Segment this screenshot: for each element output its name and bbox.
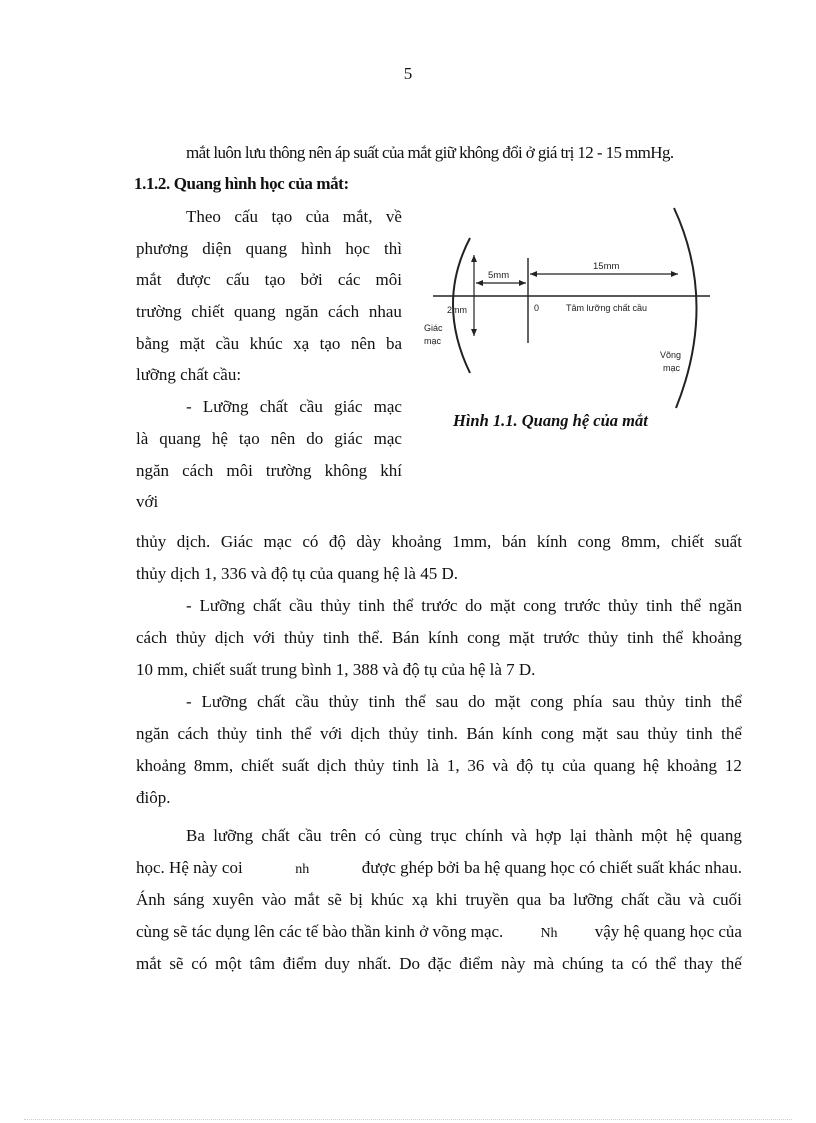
word: tâm bbox=[249, 954, 275, 973]
word: mặt bbox=[489, 596, 516, 615]
word: bị bbox=[349, 890, 363, 909]
word: mặt bbox=[179, 333, 206, 353]
word: Lưỡng bbox=[199, 596, 246, 615]
word: cách bbox=[177, 724, 209, 743]
intro-line bbox=[186, 397, 402, 429]
word: hình bbox=[301, 238, 332, 258]
word: thủy bbox=[320, 596, 351, 615]
word: trường bbox=[136, 302, 182, 322]
word: tụ bbox=[541, 756, 555, 775]
word: thì bbox=[383, 238, 402, 258]
word: bán bbox=[501, 532, 527, 551]
word: ba bbox=[385, 333, 402, 353]
arrowhead bbox=[476, 280, 483, 286]
word: kính bbox=[536, 532, 568, 551]
word: trước bbox=[421, 596, 458, 615]
paragraph-line bbox=[136, 628, 742, 660]
word: mặt bbox=[582, 724, 608, 743]
arrowhead bbox=[671, 271, 678, 277]
word: tạo bbox=[319, 333, 341, 353]
word: phương bbox=[136, 238, 189, 258]
word: nhất. bbox=[357, 954, 392, 973]
word: một bbox=[215, 954, 242, 973]
word: thủy bbox=[283, 628, 315, 647]
word: cong bbox=[523, 596, 557, 615]
word: có bbox=[191, 954, 208, 973]
word: phía bbox=[573, 692, 603, 711]
word: cong bbox=[577, 532, 611, 551]
word: 12 bbox=[724, 756, 742, 775]
bottom-dotted-rule bbox=[24, 1119, 792, 1120]
word: đặc bbox=[427, 954, 452, 973]
label-2mm: 2mm bbox=[447, 305, 467, 315]
intro-line bbox=[186, 207, 402, 239]
arrowhead bbox=[519, 280, 526, 286]
word: trước bbox=[564, 596, 601, 615]
word: tạo bbox=[271, 207, 293, 226]
word: thể bbox=[721, 724, 742, 743]
intro-line: lưỡng chất cầu: bbox=[136, 365, 242, 385]
word: tinh bbox=[368, 692, 396, 711]
label-retina: Võng bbox=[660, 350, 682, 360]
section-heading: 1.1.2. Quang hình học của mắt: bbox=[134, 174, 349, 193]
label-cornea: Giác bbox=[424, 323, 443, 333]
word: do bbox=[306, 428, 324, 448]
word: 8mm, bbox=[621, 532, 661, 551]
word: của bbox=[305, 207, 330, 226]
word: vào bbox=[261, 890, 287, 909]
word: mắt bbox=[294, 890, 320, 909]
word: mặt bbox=[508, 628, 535, 647]
word: dịch. bbox=[176, 532, 211, 551]
word: kính bbox=[428, 628, 459, 647]
paragraph-line bbox=[136, 890, 742, 922]
word: được bbox=[176, 270, 211, 290]
word: quang bbox=[700, 826, 742, 845]
word: thành bbox=[595, 826, 633, 845]
word: sáng bbox=[173, 890, 205, 909]
word: có bbox=[631, 954, 648, 973]
word: có bbox=[302, 532, 319, 551]
word: khoảng bbox=[666, 756, 717, 775]
word: điểm bbox=[459, 954, 494, 973]
word: thể bbox=[392, 596, 414, 615]
intro-line: với bbox=[136, 492, 159, 512]
word: quang bbox=[245, 238, 288, 258]
word: Do bbox=[399, 954, 420, 973]
word: này bbox=[501, 954, 526, 973]
word: diện bbox=[202, 238, 232, 258]
word: lưỡng bbox=[573, 890, 614, 909]
word: Ánh bbox=[136, 890, 166, 909]
intro-line bbox=[136, 239, 402, 271]
paragraph-line: thủy dịch 1, 336 và độ tụ của quang hệ là 45 D. bbox=[136, 564, 458, 583]
word: mạc bbox=[263, 532, 292, 551]
word: thủy bbox=[136, 532, 167, 551]
paragraph-line bbox=[186, 596, 742, 628]
word: giác bbox=[334, 397, 363, 417]
word: quang bbox=[234, 302, 276, 322]
word: với bbox=[320, 724, 343, 743]
word: thay bbox=[683, 954, 714, 973]
word: ta bbox=[611, 954, 624, 973]
word: Bán bbox=[466, 724, 494, 743]
word: tinh bbox=[684, 692, 712, 711]
intro-line bbox=[136, 429, 402, 461]
word: thủy bbox=[217, 724, 248, 743]
word: thủy bbox=[647, 724, 678, 743]
word: Ba bbox=[186, 826, 205, 845]
word: quang bbox=[159, 428, 201, 448]
word: trên bbox=[329, 826, 357, 845]
continuation-line: mắt luôn lưu thông nên áp suất của mắt giữ không đổi ở giá trị 12 - 15 mmHg. bbox=[186, 143, 674, 162]
word: điểm bbox=[282, 954, 317, 973]
word: về bbox=[385, 207, 402, 226]
word: tạo bbox=[264, 270, 286, 290]
word: mắt bbox=[136, 954, 162, 973]
intro-line bbox=[136, 334, 402, 366]
word: hệ bbox=[643, 756, 660, 775]
word: mắt bbox=[136, 270, 162, 290]
word: - bbox=[186, 397, 192, 417]
word: dịch bbox=[350, 724, 380, 743]
word: dịch bbox=[317, 756, 347, 775]
word: cong bbox=[467, 628, 501, 647]
word: cầu bbox=[299, 397, 323, 417]
word: cầu bbox=[295, 692, 319, 711]
word: bằng bbox=[136, 333, 170, 353]
word: thủy bbox=[328, 692, 359, 711]
paragraph-line bbox=[136, 724, 742, 756]
word: Theo bbox=[186, 207, 221, 226]
word: khúc bbox=[249, 333, 283, 353]
word: khoảng bbox=[391, 532, 442, 551]
word: chất bbox=[259, 397, 289, 417]
paragraph-line bbox=[136, 954, 742, 986]
word: ngăn bbox=[708, 596, 742, 615]
word: chiết bbox=[191, 302, 225, 322]
word: độ bbox=[516, 756, 534, 775]
word: chất bbox=[620, 890, 650, 909]
word: xạ bbox=[411, 890, 428, 909]
word: một bbox=[641, 826, 668, 845]
word: thủy bbox=[644, 692, 676, 711]
word: Lưỡng bbox=[201, 692, 248, 711]
word: cấu bbox=[225, 270, 250, 290]
word: tinh bbox=[358, 596, 385, 615]
word: sẽ bbox=[169, 954, 184, 973]
word: nên bbox=[350, 333, 376, 353]
word: cầu bbox=[215, 333, 240, 353]
word: tạo bbox=[238, 428, 260, 448]
word: ngăn bbox=[136, 724, 170, 743]
word: thể bbox=[404, 692, 426, 711]
word: cầu bbox=[298, 826, 322, 845]
retina-curve bbox=[674, 208, 697, 408]
word: và bbox=[511, 826, 528, 845]
word: cong bbox=[530, 692, 564, 711]
word: tinh bbox=[686, 724, 713, 743]
word: Giác bbox=[220, 532, 253, 551]
intro-line bbox=[136, 461, 402, 493]
word: hệ bbox=[211, 428, 228, 448]
label-retina: mạc bbox=[663, 363, 681, 373]
word: cách bbox=[136, 628, 168, 647]
word: chiết bbox=[240, 756, 275, 775]
word: quang bbox=[593, 756, 636, 775]
arrowhead bbox=[530, 271, 537, 277]
word: cùng bbox=[389, 826, 423, 845]
word: chiết bbox=[670, 532, 705, 551]
word: duy bbox=[324, 954, 351, 973]
word: các bbox=[337, 270, 361, 290]
word: kính bbox=[502, 724, 533, 743]
word: cong bbox=[540, 724, 574, 743]
word: thủy bbox=[588, 628, 619, 647]
word: cách bbox=[182, 460, 214, 480]
label-origin: 0 bbox=[534, 303, 540, 313]
word: tinh bbox=[646, 596, 673, 615]
word: mạc bbox=[373, 428, 402, 448]
word: Bán bbox=[391, 628, 420, 647]
label-15mm: 15mm bbox=[593, 261, 620, 272]
word: xuyên bbox=[212, 890, 254, 909]
word: - bbox=[186, 596, 192, 615]
word: mà bbox=[533, 954, 555, 973]
word: 1, bbox=[446, 756, 460, 775]
word: khi bbox=[435, 890, 458, 909]
word: khí bbox=[380, 460, 402, 480]
arrowhead bbox=[471, 255, 477, 262]
word: học bbox=[345, 238, 370, 258]
word: không bbox=[324, 460, 368, 480]
word: sau bbox=[612, 692, 635, 711]
intro-column bbox=[136, 207, 402, 524]
word: lưỡng bbox=[213, 826, 254, 845]
word: cầu bbox=[657, 890, 681, 909]
word: chất bbox=[256, 692, 286, 711]
word: thủy bbox=[354, 756, 385, 775]
word: nhau bbox=[368, 302, 402, 322]
word: sau bbox=[616, 724, 640, 743]
word: suất bbox=[714, 532, 742, 551]
word: chất bbox=[252, 596, 282, 615]
word: dày bbox=[356, 532, 381, 551]
word: thể bbox=[290, 724, 312, 743]
word: ngăn bbox=[285, 302, 319, 322]
word: trường bbox=[265, 460, 312, 480]
word: ngăn bbox=[136, 460, 170, 480]
word: xạ bbox=[293, 333, 310, 353]
word: thể bbox=[662, 628, 684, 647]
word: ba bbox=[549, 890, 566, 909]
label-center: Tâm lưỡng chất cầu bbox=[566, 303, 647, 313]
paragraph-line: điôp. bbox=[136, 788, 171, 807]
word: thế bbox=[720, 954, 742, 973]
word: hợp bbox=[535, 826, 562, 845]
word: qua bbox=[516, 890, 542, 909]
word: khoảng bbox=[691, 628, 742, 647]
word: 8mm, bbox=[193, 756, 234, 775]
word: môi bbox=[226, 460, 253, 480]
word: bởi bbox=[300, 270, 323, 290]
word: hệ bbox=[675, 826, 692, 845]
word: thể bbox=[680, 596, 702, 615]
word: sau bbox=[435, 692, 459, 711]
word: truyền bbox=[465, 890, 509, 909]
figure-caption: Hình 1.1. Quang hệ của mắt bbox=[453, 411, 648, 430]
word: tinh bbox=[392, 756, 419, 775]
word: dịch bbox=[214, 628, 245, 647]
word: nên bbox=[270, 428, 296, 448]
word: thủy bbox=[608, 596, 639, 615]
word: cách bbox=[328, 302, 360, 322]
word: lại bbox=[569, 826, 587, 845]
word: giác bbox=[334, 428, 363, 448]
label-5mm: 5mm bbox=[488, 270, 510, 281]
paragraph-line bbox=[186, 826, 742, 858]
word: tinh bbox=[627, 628, 654, 647]
word: tinh bbox=[255, 724, 283, 743]
word: thủy bbox=[175, 628, 207, 647]
paragraph-line: 10 mm, chiết suất trung bình 1, 388 và độ tụ của hệ là 7 D. bbox=[136, 660, 536, 679]
word: thủy bbox=[388, 724, 419, 743]
label-cornea: mạc bbox=[424, 336, 442, 346]
word: khoảng bbox=[136, 756, 187, 775]
word: với bbox=[252, 628, 276, 647]
body-text bbox=[136, 532, 742, 986]
word: sẽ bbox=[327, 890, 342, 909]
page-number: 5 bbox=[403, 64, 413, 83]
word: thể bbox=[655, 954, 677, 973]
word: cầu bbox=[288, 596, 313, 615]
word: là bbox=[426, 756, 439, 775]
word: và bbox=[492, 756, 509, 775]
word: tinh bbox=[322, 628, 350, 647]
word: môi bbox=[375, 270, 402, 290]
intro-line bbox=[136, 270, 402, 302]
word: thể. bbox=[358, 628, 384, 647]
paragraph-line bbox=[186, 692, 742, 724]
word: - bbox=[186, 692, 192, 711]
word: chính bbox=[465, 826, 503, 845]
word: thể bbox=[721, 692, 742, 711]
paragraph-line bbox=[136, 532, 742, 564]
word: có bbox=[364, 826, 381, 845]
word: trục bbox=[430, 826, 457, 845]
word: và bbox=[688, 890, 705, 909]
paragraph-line bbox=[136, 756, 742, 788]
word: do bbox=[465, 596, 483, 615]
intro-line bbox=[136, 302, 402, 334]
arrowhead bbox=[471, 329, 477, 336]
word: độ bbox=[328, 532, 346, 551]
word: là bbox=[136, 428, 149, 448]
word: mắt, bbox=[342, 207, 373, 226]
paragraph-line: cùng sẽ tác dụng lên các tế bào thần kinh ở võng mạc. Nh vậy hệ quang học của bbox=[136, 922, 742, 941]
word: mặt bbox=[494, 692, 521, 711]
word: 1mm, bbox=[452, 532, 492, 551]
word: chúng bbox=[561, 954, 604, 973]
word: mạc bbox=[373, 397, 402, 417]
word: chất bbox=[261, 826, 290, 845]
word: cấu bbox=[234, 207, 258, 226]
word: của bbox=[562, 756, 586, 775]
word: do bbox=[468, 692, 486, 711]
word: Lưỡng bbox=[202, 397, 249, 417]
paragraph-line: học. Hệ này coi nh được ghép bởi ba hệ quang học có chiết suất khác nhau. bbox=[136, 858, 742, 877]
word: cuối bbox=[712, 890, 742, 909]
word: trước bbox=[543, 628, 580, 647]
eye-optics-diagram bbox=[418, 203, 718, 413]
word: suất bbox=[281, 756, 310, 775]
word: tinh. bbox=[427, 724, 458, 743]
word: 36 bbox=[467, 756, 485, 775]
word: khúc bbox=[370, 890, 404, 909]
